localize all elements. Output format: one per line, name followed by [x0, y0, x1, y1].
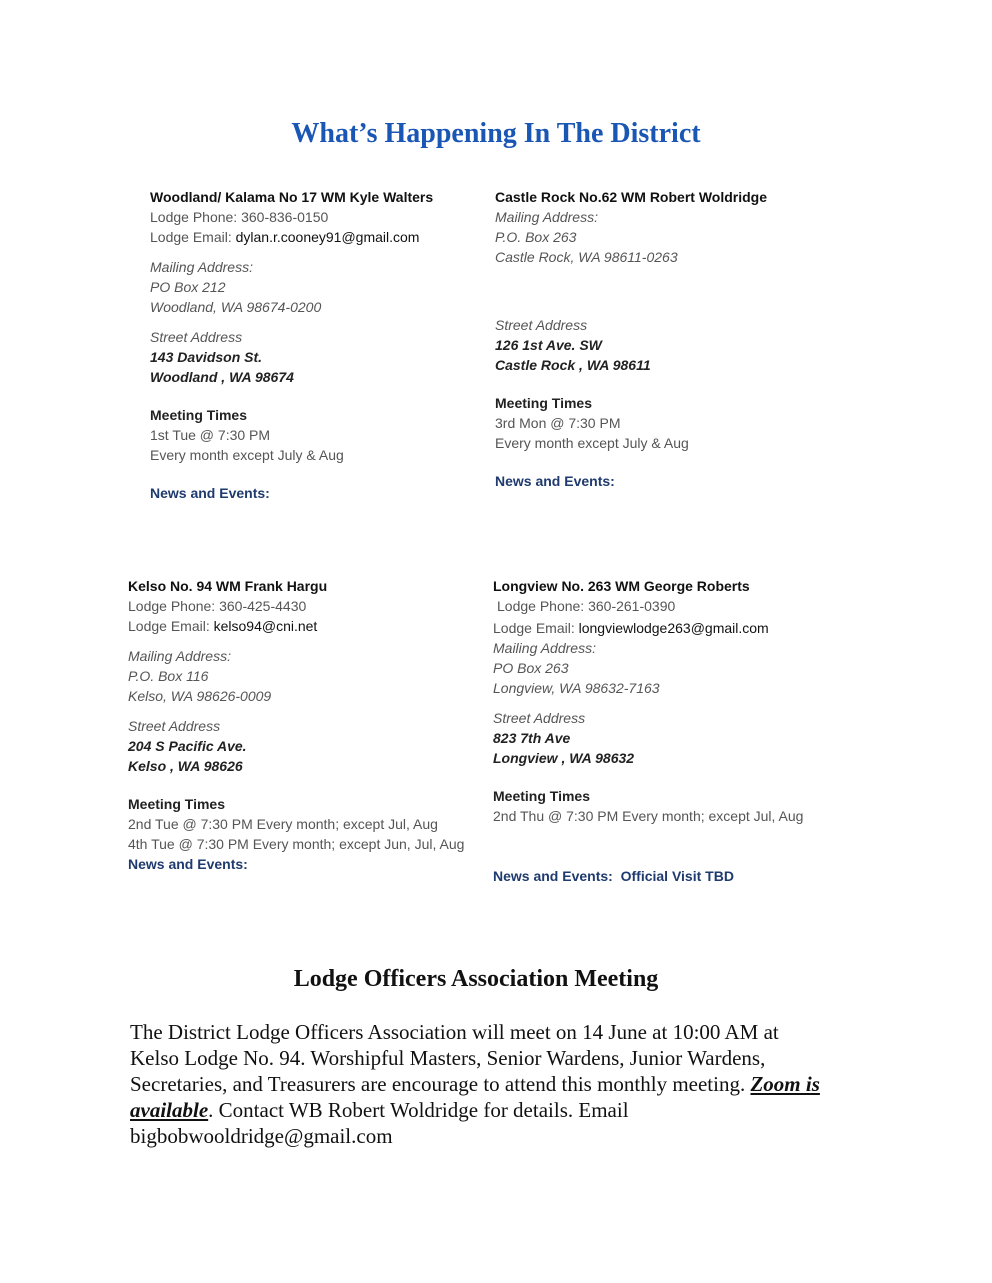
lodge-name: Kelso No. 94 WM Frank Hargu — [128, 578, 328, 594]
meeting-line1: 2nd Tue @ 7:30 PM Every month; except Jul, Aug — [128, 816, 438, 832]
news-label: News and Events: — [150, 485, 270, 501]
street-line1: 143 Davidson St. — [150, 349, 263, 365]
news-label: News and Events: — [493, 868, 613, 884]
association-body-part2: . Contact WB Robert Woldridge for details. Email bigbobwooldridge@gmail.com — [130, 1098, 629, 1148]
street-label: Street Address — [495, 317, 588, 333]
phone-value: 360-836-0150 — [241, 209, 329, 225]
mailing-line1: P.O. Box 116 — [128, 668, 209, 684]
email-label: Lodge Email: — [150, 229, 232, 245]
phone-value: 360-261-0390 — [588, 598, 676, 614]
phone-value: 360-425-4430 — [219, 598, 307, 614]
lodge-kelso — [128, 576, 478, 874]
mailing-label: Mailing Address: — [493, 640, 596, 656]
street-label: Street Address — [150, 329, 243, 345]
lodge-woodland-kalama — [150, 187, 500, 503]
mailing-label: Mailing Address: — [128, 648, 231, 664]
street-line2: Kelso , WA 98626 — [128, 758, 243, 774]
association-body — [130, 1019, 830, 1149]
street-line1: 823 7th Ave — [493, 730, 571, 746]
lodge-phone — [493, 596, 873, 616]
mailing-line1: PO Box 212 — [150, 279, 226, 295]
street-label: Street Address — [128, 718, 221, 734]
zoom-available-link[interactable]: Zoom is available — [130, 1072, 820, 1122]
mailing-line2: Woodland, WA 98674-0200 — [150, 299, 322, 315]
meeting-line1: 3rd Mon @ 7:30 PM — [495, 415, 621, 431]
lodge-name: Longview No. 263 WM George Roberts — [493, 578, 750, 594]
news-label: News and Events: — [128, 856, 248, 872]
meeting-label: Meeting Times — [493, 788, 590, 804]
meeting-line2: Every month except July & Aug — [495, 435, 689, 451]
page-title: What’s Happening In The District — [291, 118, 701, 149]
lodge-longview — [493, 576, 873, 886]
meeting-label: Meeting Times — [128, 796, 225, 812]
meeting-line2: Every month except July & Aug — [150, 447, 344, 463]
mailing-line2: Longview, WA 98632-7163 — [493, 680, 660, 696]
lodge-email — [128, 616, 478, 636]
association-body-part1: The District Lodge Officers Association will meet on 14 June at 10:00 AM at Kelso Lodge No. 94. Worshipful Masters, Senior Wardens, Junior Wardens, Secretaries, and Treasurers are encourage to attend this monthly meeting. — [130, 1020, 779, 1096]
mailing-line2: Kelso, WA 98626-0009 — [128, 688, 272, 704]
email-value[interactable]: dylan.r.cooney91@gmail.com — [235, 229, 420, 245]
phone-label: Lodge Phone: — [150, 209, 238, 225]
news-events — [493, 866, 873, 886]
mailing-label: Mailing Address: — [150, 259, 253, 275]
mailing-line2: Castle Rock, WA 98611-0263 — [495, 249, 678, 265]
lodge-phone — [128, 596, 478, 616]
street-label: Street Address — [493, 710, 586, 726]
meeting-line1: 2nd Thu @ 7:30 PM Every month; except Jul, Aug — [493, 808, 804, 824]
mailing-line1: P.O. Box 263 — [495, 229, 577, 245]
meeting-line1: 1st Tue @ 7:30 PM — [150, 427, 271, 443]
street-line1: 126 1st Ave. SW — [495, 337, 602, 353]
lodge-castle-rock — [495, 187, 845, 491]
news-label: News and Events: — [495, 473, 615, 489]
email-value[interactable]: longviewlodge263@gmail.com — [578, 620, 769, 636]
email-label: Lodge Email: — [128, 618, 210, 634]
lodge-email — [493, 618, 873, 638]
news-value: Official Visit TBD — [620, 868, 734, 884]
lodge-name: Castle Rock No.62 WM Robert Woldridge — [495, 189, 767, 205]
street-line1: 204 S Pacific Ave. — [128, 738, 247, 754]
meeting-line2: 4th Tue @ 7:30 PM Every month; except Jun, Jul, Aug — [128, 836, 465, 852]
association-title: Lodge Officers Association Meeting — [293, 966, 659, 992]
mailing-label: Mailing Address: — [495, 209, 598, 225]
email-value[interactable]: kelso94@cni.net — [213, 618, 318, 634]
email-label: Lodge Email: — [493, 620, 575, 636]
phone-label: Lodge Phone: — [497, 598, 585, 614]
street-line2: Woodland , WA 98674 — [150, 369, 294, 385]
street-line2: Castle Rock , WA 98611 — [495, 357, 651, 373]
mailing-line1: PO Box 263 — [493, 660, 569, 676]
lodge-email — [150, 227, 500, 247]
meeting-label: Meeting Times — [150, 407, 247, 423]
lodge-name: Woodland/ Kalama No 17 WM Kyle Walters — [150, 189, 434, 205]
street-line2: Longview , WA 98632 — [493, 750, 635, 766]
phone-label: Lodge Phone: — [128, 598, 216, 614]
lodge-phone — [150, 207, 500, 227]
meeting-label: Meeting Times — [495, 395, 592, 411]
